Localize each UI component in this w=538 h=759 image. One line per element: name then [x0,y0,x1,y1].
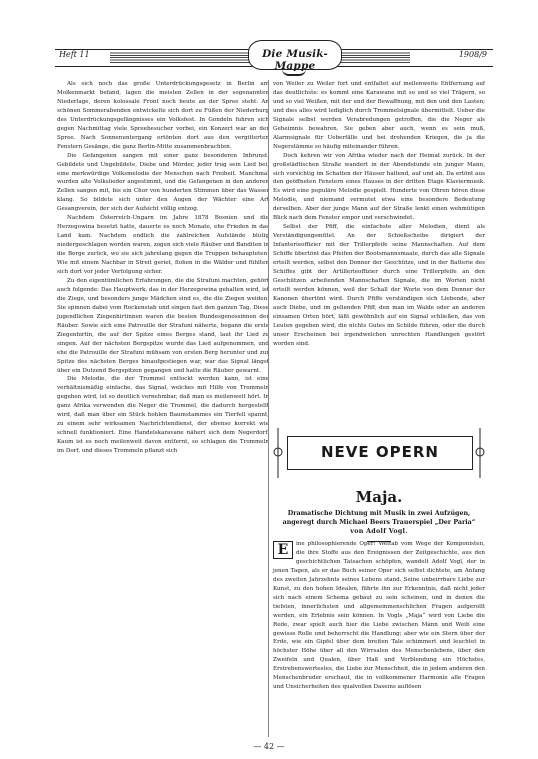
right-column [273,80,485,349]
opera-title: Maja. [355,488,403,506]
masthead-cartouche [248,40,342,70]
flower-ornament-icon [273,428,283,478]
page-header [55,40,493,72]
flower-ornament-icon [475,428,485,478]
paragraph: Zu den eigentümlichen Erfahrungen, die die Strafuni machten, gehört auch folgende: Das Hauptwerk, das in der Herzegowina gehalten wird, ist die Ziege, und besonders junge Mädchen sind es, die die Ziegen weiden. Sie spinnen dabei vom Rockenstab und singen fast den ganzen Tag. Diese jugendlichen Ziegenhirtinnen waren die besten Bundesgenossinnen der Räuber. Sowie sich eine Patrouille der Strafuni näherte, begann die erste Ziegenhirtin, die auf der Spitze eines Berges stand, laut ihr Lied zu singen. Auf der nächsten Bergspitze wurde das Lied aufgenommen, und ehe die Patrouille der Strafuni mühsam von ersten Berg herunter und zur Spitze des nächsten Berges hinaufgestiegen war, war das Signal längst über ein Dutzend Bergspitzen gegangen und hatte die Räuber gewarnt. [57,277,269,374]
section-heading: NEVE OPERN [321,443,439,461]
lyre-ornament-icon [282,69,306,76]
paragraph [273,540,485,692]
column-divider [268,80,269,737]
issue-number: Heft 11 [59,50,90,59]
section-banner [273,428,485,478]
paragraph: Selbst der Pfiff, die einfachste aller Melodien, dient als Verständigungsmittel. An der Schießscheibe dirigiert der Infanterieoffizier mit der Trillerpfeife seine Mannschaften. Auf dem Schiffe übertönt das Pfeifen der Bootsmannsmaate, durch das alle Signale erteilt werden, selbst den Donner der Geschütze, und in der Batterie des Schiffes gibt der Artillerieoffizier durch eine Trillerpfeife an den Geschützen arbeitenden Mannschaften Signale, die im Worten nicht erteilt werden können, weil der Schall der Worte von dem Donner der Kanonen übertönt wird. Durch Pfiffe verständigen sich Liebende, aber auch Diebe, und im gellenden Pfiff, den man im Walde oder an anderen einsamen Orten hört, läßt gewöhnlich auf ein Signal schließen, das von Leuten gegeben wird, die nichts Gutes im Schilde führen, oder die durch unser Erscheinen bei irgendwelchen unrechten Handlungen gestört worden sind. [273,224,485,347]
paragraph: Die Melodie, die der Trommel entlockt werden kann, ist eine verhältnismäßig einfache, das Signal, welches mit Hilfe von Trommeln gegeben wird, ist so deutlich vernehmbar, daß man es meilenweit hört. In ganz Afrika verwenden die Neger die Trommel, die dadurch hergestellt wird, daß man über ein Stück hohlen Baumstammes ein Tierfell spannt, zu einem sehr wirksamen Nachrichtendienst, der ebenso korrekt wie schnell funktioniert. Eine Handelskaravane nähert sich dem Negerdorf. Kaum ist es noch meilenweit davon entfernt, so schlagen die Trommeln im Dorf, und dieses Trommeln pflanzt sich [57,376,269,455]
opera-subtitle: Dramatische Dichtung mit Musik in zwei Aufzügen, angeregt durch Michael Beers Trauerspiel „Der Paria“ [282,510,476,526]
section-heading-box [287,436,473,470]
paragraph: Als sich noch das große Unterdrückungsgesetz in Berlin am Molkenmarkt befand, lagen die meisten Zellen in der sogenannten Niederlage, deren kolossale Front noch heute an der Spree steht. An schönen Sommerabenden entwickelte sich dort zu Füßen der Niederburg des Unterdrückungsgefängnisses ein Volksfest. In Gondeln fuhren sich gegen Nachmittag viele Spreebesucher vorbei, ein Konzert war an der Spree. Nach Sonnenuntergang ertönten dort aus den vergitterten Fenstern Gesänge, die ganz Berlin-Mitte zusammenbrachten. [57,81,269,150]
article-title-block [273,488,485,542]
year: 1908/9 [458,50,487,59]
paragraph: Nachdem Österreich-Ungarn im Jahre 1878 Bosnien und die Herzegowina besetzt hatte, dauerte es noch Monate, ehe Frieden in das Land kam. Nachdem endlich die zahlreichen Aufstände blutig niedergeschlagen worden waren, zogen sich viele Räuber und Banditen in die Berge zurück, wo sie sich jahrelang gegen die Truppen behaupteten. Wie mit einem Nachbar in Streit geriet, flohen in die Wälder und fühlten sich dort vor jeder Verfolgung sicher. [57,215,269,276]
left-column [57,80,269,456]
magazine-title: Die Musik-Mappe [262,48,328,72]
music-staff-ornament [110,51,250,63]
paragraph: Die Gefangenen sangen mit einer ganz besonderen Inbrunst. Gebildete und Ungebildete, Diebe und Mörder, jeder trug sein Lied bei, eine merkwürdige Volksmelodie der Menschen nach Freiheit. Manchmal wurden alte Volkslieder angestimmt, und die Gefangenen in den anderen Zellen sangen mit, bis ein Chor von hunderten Stimmen über das Wasser klang. So bildete sich unter den Augen der Wächter eine Art Gesangverein, der sich der Aufsicht völlig entzog. [57,152,269,213]
drop-cap: E [273,541,293,559]
paragraph: von Weiler zu Weiler fort und entfaltet auf meilenweite Entfernung auf das deutlichste: es kommt eine Karawane mit so und so viel Trägern, so und so viel Weißen, mit der und der Bewaffnung, mit den und den Lasten; und dies alles wird lediglich durch Trommelsignale übermittelt. Ueber die Signale selbst werden Verabredungen getroffen, die die Neger als Geheimnis bewahren. Sie geben aber auch, wenn es sein muß, Alarmsignale für Ueberfälle und bei drohenden Kriegen, die ja die Negerstämme so häufig miteinander führen. [273,81,485,150]
page-number: — 42 — [253,742,285,751]
article-text: ine philosophierende Oper! Weitab vom Wege der Komponisten, die ihre Stoffe aus den Ereignissen der Zeitgeschichte, aus den geschichtlichen Tatsachen schöpfen, wandelt Adolf Vogl, der in jenen Tagen, als er das Buch seiner Oper sich selbst dichtete, am Anfang des zweiten Jahrzehnts seines Lebens stand. Seine unbeirrbare Liebe zur Kunst, zu den hohen Idealen, führte ihn zur Erkenntnis, daß nicht jeder sich nach einem Schema gebaut zu sein scheinen, und in denen die tiefsten, innerlichsten und allgemeinmenschlichen Fragen aufgerollt werden, ein Erlebnis sein können. In Vogls „Maja“ wird von Liebe die Rede, zwar spielt auch hier die Liebe zwischen Mann und Weib eine gewisse Rolle und beherrscht die Handlung; aber wie ein Stern über der Erde, wie ein Gipfel über dem breiten Tale schimmert und leuchtet in höchster Höhe über all den Wirrsalen des Menschenlebens, über den Zweifeln und Qualen, über Haß und Verblendung ein Höchstes, Erstrebenswertestes, die Liebe zur Menschheit, die in jedem anderen den Menschenbruder erschaut, die in vollkommener Harmonie alle Fragen und Unsicherheiten des qualvollen Daseins auflösen [273,541,485,691]
opera-author: von Adolf Vogl. [350,528,408,535]
opera-article-body [273,540,485,692]
paragraph: Doch kehren wir von Afrika wieder nach der Heimat zurück. In der großstädtischen Straße wandert in der Abendstunde ein junger Mann, sich vorsichtig im Schatten der Häuser haltend, auf und ab. Da ertönt aus den geöffneten Fenstern eines Hauses in der dritten Etage Klaviermusik. Es wird eine populäre Melodie gespielt. Hunderte von Ohren hören diese Melodie, und niemand vermutet etwa eine besondere Bedeutung derselben. Aber der junge Mann auf der Straße lenkt einen wehmütigen Blick nach dem Fenster empor und verschwindet. [273,152,485,222]
